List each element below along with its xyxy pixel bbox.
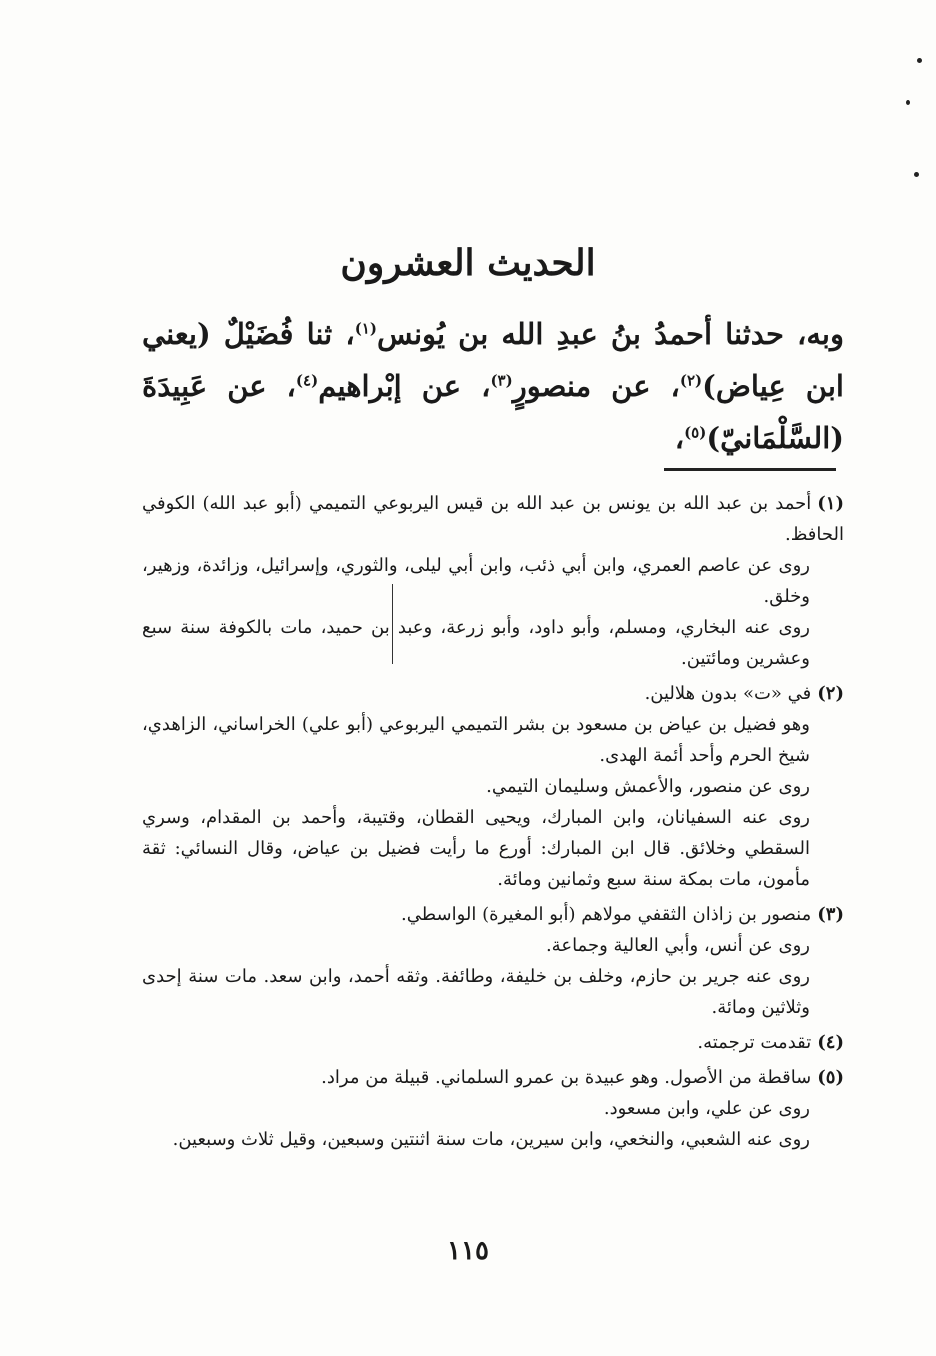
footnote-text: ساقطة من الأصول. وهو عبيدة بن عمرو السلماني. قبيلة من مراد. xyxy=(321,1067,812,1088)
hadith-text-part: ، عن عَبِيدَةَ (السَّلْمَانيّ) xyxy=(142,369,844,455)
hadith-text xyxy=(142,308,844,464)
footnote-head xyxy=(142,1062,844,1093)
footnote-number: (٤) xyxy=(817,1032,844,1053)
footnote-ref[interactable]: (١) xyxy=(354,319,377,338)
hadith-text-part: ، xyxy=(674,421,685,455)
footnote-text: في «ت» بدون هلالين. xyxy=(644,683,812,704)
scan-speck xyxy=(906,100,910,105)
footnote-line: روى عنه جرير بن حازم، وخلف بن خليفة، وطائفة. وثقه أحمد، وابن سعد. مات سنة إحدى وثلاثين ومائة. xyxy=(142,966,810,1018)
footnote-2 xyxy=(142,678,844,895)
footnote-head xyxy=(142,678,844,709)
footnote-5 xyxy=(142,1062,844,1155)
footnote-number: (١) xyxy=(817,493,844,514)
footnote-4 xyxy=(142,1027,844,1058)
footnote-line: روى عن علي، وابن مسعود. xyxy=(603,1098,810,1119)
footnote-line: روى عن منصور، والأعمش وسليمان التيمي. xyxy=(486,776,810,797)
footnotes xyxy=(142,488,844,1159)
footnote-number: (٥) xyxy=(817,1067,844,1088)
hadith-title: الحديث العشرون xyxy=(340,242,596,284)
footnote-line: روى عنه الشعبي، والنخعي، وابن سيرين، مات سنة اثنتين وسبعين، وقيل ثلاث وسبعين. xyxy=(172,1129,810,1150)
footnote-head xyxy=(142,488,844,550)
footnote-number: (٣) xyxy=(817,904,844,925)
footnote-text: منصور بن زاذان الثقفي مولاهم (أبو المغيرة) الواسطي. xyxy=(401,904,812,925)
footnote-text: تقدمت ترجمته. xyxy=(697,1032,812,1053)
footnote-line: روى عن أنس، وأبي العالية وجماعة. xyxy=(545,935,810,956)
hadith-text-part: ، عن منصورٍ xyxy=(512,369,680,403)
footnote-head xyxy=(142,899,844,930)
scan-speck xyxy=(914,172,919,177)
page-number: ١١٥ xyxy=(447,1236,489,1266)
footnote-ref[interactable]: (٢) xyxy=(679,371,703,390)
footnote-number: (٢) xyxy=(817,683,844,704)
footnote-ref[interactable]: (٤) xyxy=(295,371,319,390)
hadith-text-part: وبه، حدثنا أحمدُ بنُ عبدِ الله بن يُونس xyxy=(376,317,844,351)
footnote-separator xyxy=(664,468,836,471)
footnote-1 xyxy=(142,488,844,674)
hadith-text-part: ، عن إبْراهيم xyxy=(318,369,491,403)
footnote-3 xyxy=(142,899,844,1023)
footnote-line: وهو فضيل بن عياض بن مسعود بن بشر التميمي اليربوعي (أبو علي) الخراساني، الزاهدي، شيخ الحرم وأحد أئمة الهدى. xyxy=(142,714,810,766)
scan-speck xyxy=(917,58,922,63)
footnote-line: روى عنه السفيانان، وابن المبارك، ويحيى القطان، وقتيبة، وأحمد بن المقدام، وسري السقطي وخلائق. قال ابن المبارك: أورع ما رأيت فضيل بن عياض، وقال النسائي: ثقة مأمون، مات بمكة سنة سبع وثمانين ومائة. xyxy=(142,807,810,890)
hadith-text-part: ، ثنا فُضَيْلٌ (يعني ابن عِياض) xyxy=(142,317,844,403)
footnote-text: أحمد بن عبد الله بن يونس بن عبد الله بن قيس اليربوعي التميمي (أبو عبد الله) الكوفي الحافظ. xyxy=(142,493,844,545)
footnote-ref[interactable]: (٥) xyxy=(684,423,707,442)
footnote-line: روى عنه البخاري، ومسلم، وأبو داود، وأبو زرعة، وعبد بن حميد، مات بالكوفة سنة سبع وعشرين ومائتين. xyxy=(142,617,810,669)
footnote-line: روى عن عاصم العمري، وابن أبي ذئب، وابن أبي ليلى، والثوري، وإسرائيل، وزائدة، وزهير، وخلق. xyxy=(142,555,810,607)
footnote-head xyxy=(142,1027,844,1058)
footnote-ref[interactable]: (٣) xyxy=(490,371,513,390)
